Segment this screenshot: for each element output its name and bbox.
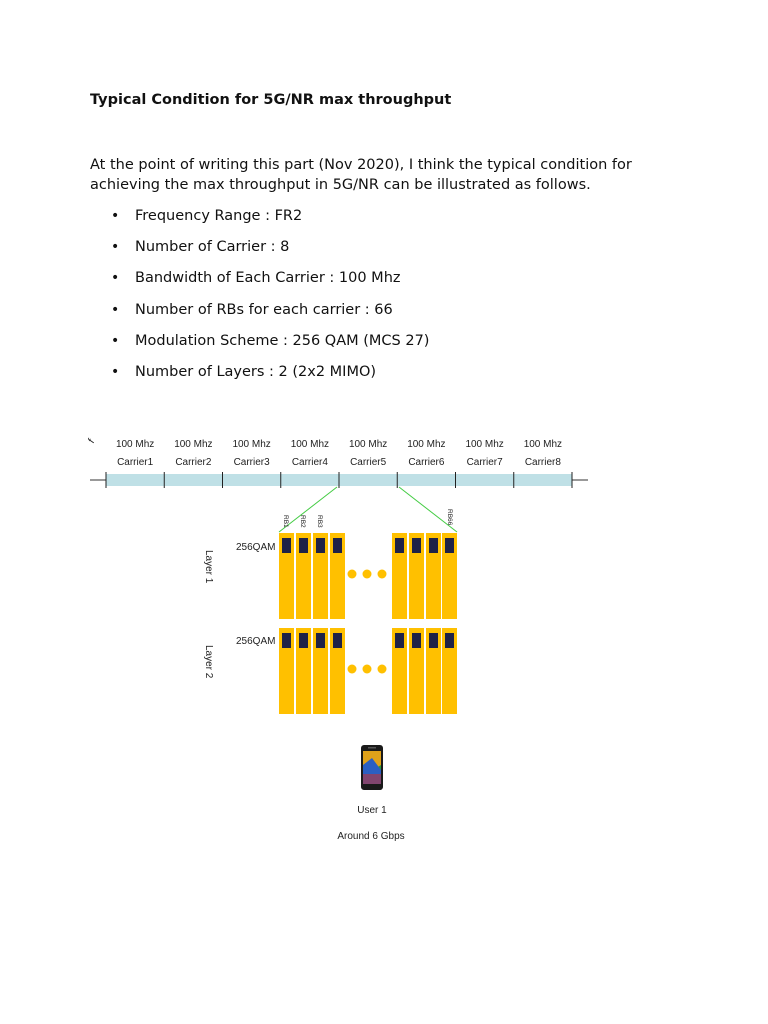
resource-block-marker	[429, 633, 438, 648]
ellipsis-dot	[378, 570, 387, 579]
resource-block-marker	[316, 633, 325, 648]
resource-block-marker	[429, 538, 438, 553]
throughput-label: Around 6 Gbps	[337, 831, 405, 842]
condition-list	[90, 206, 429, 393]
carrier-name-label: Carrier4	[291, 457, 328, 468]
list-item-text: Bandwidth of Each Carrier : 100 Mhz	[135, 270, 401, 287]
frequency-axis-label: f	[86, 437, 98, 446]
ellipsis-dot	[363, 665, 372, 674]
resource-block-marker	[282, 538, 291, 553]
resource-block-marker	[282, 633, 291, 648]
ellipsis-dot	[348, 570, 357, 579]
bullet-icon: •	[111, 270, 120, 287]
intro-paragraph: At the point of writing this part (Nov 2020), I think the typical condition for achieving the max throughput in 5G/NR can be illustrated as follows.	[90, 157, 632, 193]
resource-block-grid	[279, 533, 457, 714]
resource-block-marker	[412, 633, 421, 648]
resource-block-marker	[412, 538, 421, 553]
resource-block-marker	[299, 633, 308, 648]
list-item	[90, 268, 429, 299]
modulation-label: 256QAM	[236, 542, 276, 553]
resource-block-marker	[395, 538, 404, 553]
bullet-icon: •	[111, 301, 120, 318]
carrier-name-label: Carrier8	[524, 457, 561, 468]
page-title: Typical Condition for 5G/NR max throughput	[90, 92, 452, 108]
carrier-aggregation-diagram	[0, 420, 768, 860]
carrier-name-label: Carrier2	[175, 457, 212, 468]
rb-label: RB1	[282, 515, 289, 528]
carrier-name-label: Carrier5	[350, 457, 387, 468]
layer-label: Layer 2	[203, 645, 214, 679]
carrier-bandwidth-label: 100 Mhz	[523, 439, 563, 450]
carrier-bandwidth-label: 100 Mhz	[232, 439, 271, 450]
list-item	[90, 362, 429, 393]
carrier-name-label: Carrier3	[233, 457, 270, 468]
list-item-text: Frequency Range : FR2	[135, 208, 303, 224]
carrier-name-label: Carrier1	[117, 457, 154, 468]
smartphone-icon	[361, 745, 383, 790]
bullet-icon: •	[111, 363, 120, 380]
resource-block-marker	[445, 538, 454, 553]
resource-block-marker	[333, 633, 342, 648]
bullet-icon: •	[111, 208, 120, 224]
resource-block-marker	[316, 538, 325, 553]
list-item-text: Number of Layers : 2 (2x2 MIMO)	[135, 363, 377, 380]
ellipsis-dot	[363, 570, 372, 579]
list-item-text: Modulation Scheme : 256 QAM (MCS 27)	[135, 332, 430, 349]
resource-block-marker	[395, 633, 404, 648]
rb-label: RB66	[446, 509, 453, 526]
carrier-bandwidth-label: 100 Mhz	[290, 439, 330, 450]
carrier-bandwidth-label: 100 Mhz	[115, 439, 155, 450]
bullet-icon: •	[111, 332, 120, 349]
carrier-name-label: Carrier6	[408, 457, 445, 468]
list-item	[90, 331, 429, 362]
carrier-bandwidth-label: 100 Mhz	[348, 439, 388, 450]
list-item-text: Number of Carrier : 8	[135, 239, 290, 256]
user-label: User 1	[357, 805, 387, 816]
ellipsis-dot	[378, 665, 387, 674]
carrier-name-label: Carrier7	[466, 457, 503, 468]
resource-block-marker	[299, 538, 308, 553]
bullet-icon: •	[111, 239, 120, 256]
ellipsis-dot	[348, 665, 357, 674]
list-item-text: Number of RBs for each carrier : 66	[135, 301, 393, 318]
resource-block-marker	[333, 538, 342, 553]
list-item	[90, 206, 429, 237]
carrier-bandwidth-label: 100 Mhz	[407, 439, 446, 450]
carrier-band	[106, 439, 572, 488]
carrier-bandwidth-label: 100 Mhz	[465, 439, 504, 450]
rb-label: RB2	[299, 515, 306, 528]
list-item	[90, 237, 429, 268]
layer-label: Layer 1	[203, 550, 214, 584]
carrier-bandwidth-label: 100 Mhz	[174, 439, 213, 450]
resource-block-marker	[445, 633, 454, 648]
list-item	[90, 300, 429, 331]
rb-label: RB3	[316, 515, 323, 528]
modulation-label: 256QAM	[236, 636, 276, 647]
